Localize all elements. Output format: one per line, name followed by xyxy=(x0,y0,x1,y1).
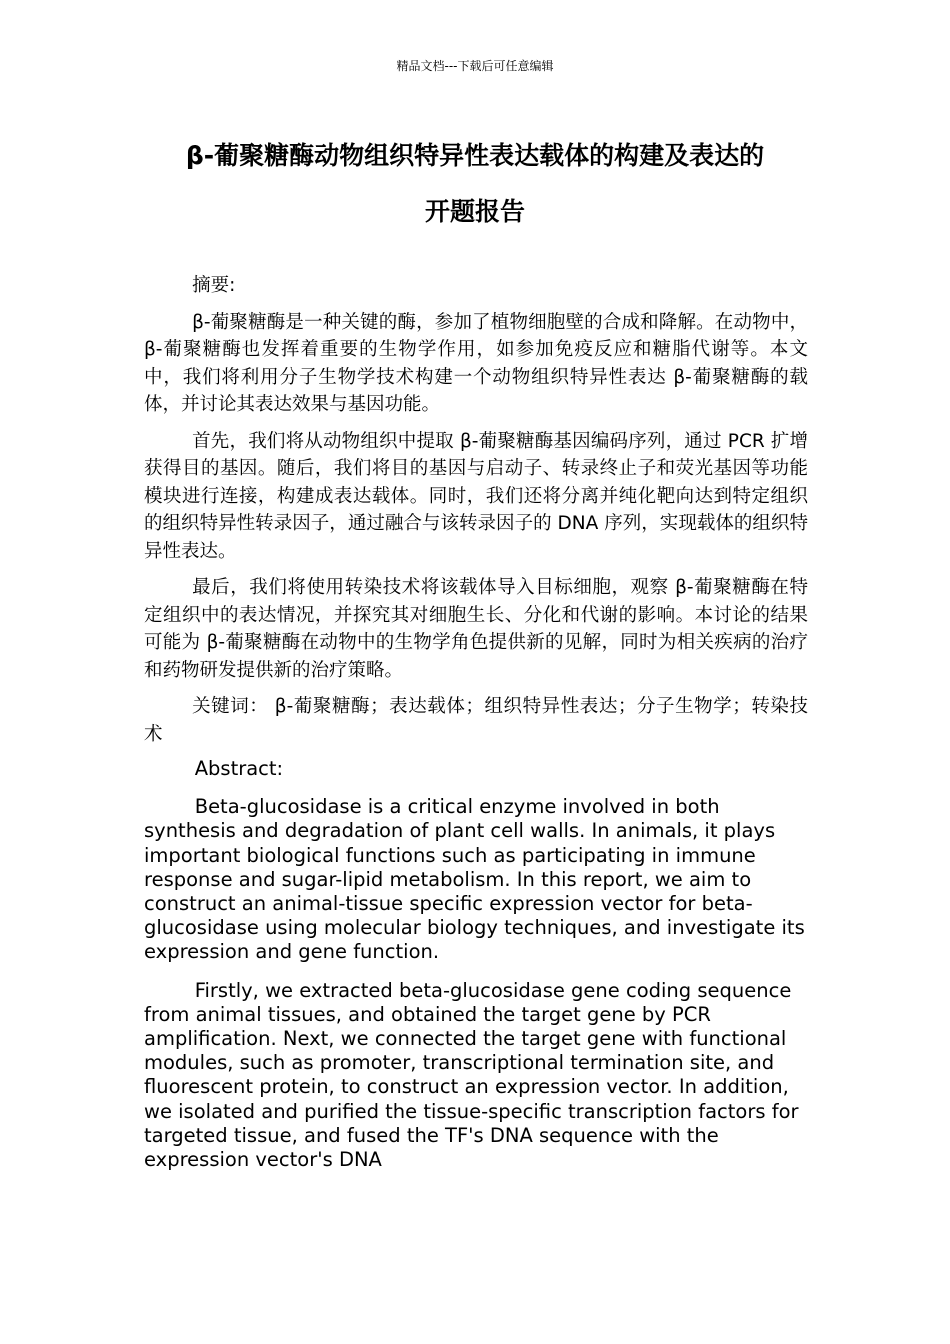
page-header-note: 精品文档---下载后可任意编辑 xyxy=(396,59,554,73)
keywords-cn: 关键词： β-葡聚糖酶；表达载体；组织特异性表达；分子生物学；转染技术 xyxy=(144,696,808,745)
document-body xyxy=(144,272,808,1186)
title-line-1: β-葡聚糖酶动物组织特异性表达载体的构建及表达的 xyxy=(185,141,765,170)
abstract-en-heading: Abstract: xyxy=(194,757,284,780)
abstract-cn-paragraph-1: β-葡聚糖酶是一种关键的酶，参加了植物细胞壁的合成和降解。在动物中，β-葡聚糖酶也发挥着重要的生物学作用，如参加免疫反应和糖脂代谢等。本文中，我们将利用分子生物学技术构建一个动物组织特异性表达 β-葡聚糖酶的载体，并讨论其表达效果与基因功能。 xyxy=(144,311,808,415)
abstract-cn-heading: 摘要: xyxy=(192,275,236,296)
abstract-cn-paragraph-2: 首先，我们将从动物组织中提取 β-葡聚糖酶基因编码序列，通过 PCR 扩增获得目的基因。随后，我们将目的基因与启动子、转录终止子和荧光基因等功能模块进行连接，构建成表达载体。同时，我们还将分离并纯化靶向达到特定组织的组织特异性转录因子，通过融合与该转录因子的 DNA 序列，实现载体的组织特异性表达。 xyxy=(144,430,808,562)
document-title xyxy=(100,128,850,240)
title-line-2: 开题报告 xyxy=(424,197,525,226)
abstract-en-paragraph-1: Beta-glucosidase is a critical enzyme involved in both synthesis and degradation of plant cell walls. In animals, it plays important biological functions such as participating in immune response and sugar-lipid metabolism. In this report, we aim to construct an animal-tissue specific expression vector for beta-glucosidase using molecular biology techniques, and investigate its expression and gene function. xyxy=(144,795,805,964)
abstract-en-paragraph-2: Firstly, we extracted beta-glucosidase gene coding sequence from animal tissues, and obtained the target gene by PCR amplification. Next, we connected the target gene with functional modules, such as promoter, transcriptional termination site, and fluorescent protein, to construct an expression vector. In addition, we isolated and purified the tissue-specific transcription factors for targeted tissue, and fused the TF's DNA sequence with the expression vector's DNA xyxy=(144,978,799,1172)
abstract-cn-paragraph-3: 最后，我们将使用转染技术将该载体导入目标细胞，观察 β-葡聚糖酶在特定组织中的表达情况，并探究其对细胞生长、分化和代谢的影响。本讨论的结果可能为 β-葡聚糖酶在动物中的生物学角色提供新的见解，同时为相关疾病的治疗和药物研发提供新的治疗策略。 xyxy=(144,577,808,681)
